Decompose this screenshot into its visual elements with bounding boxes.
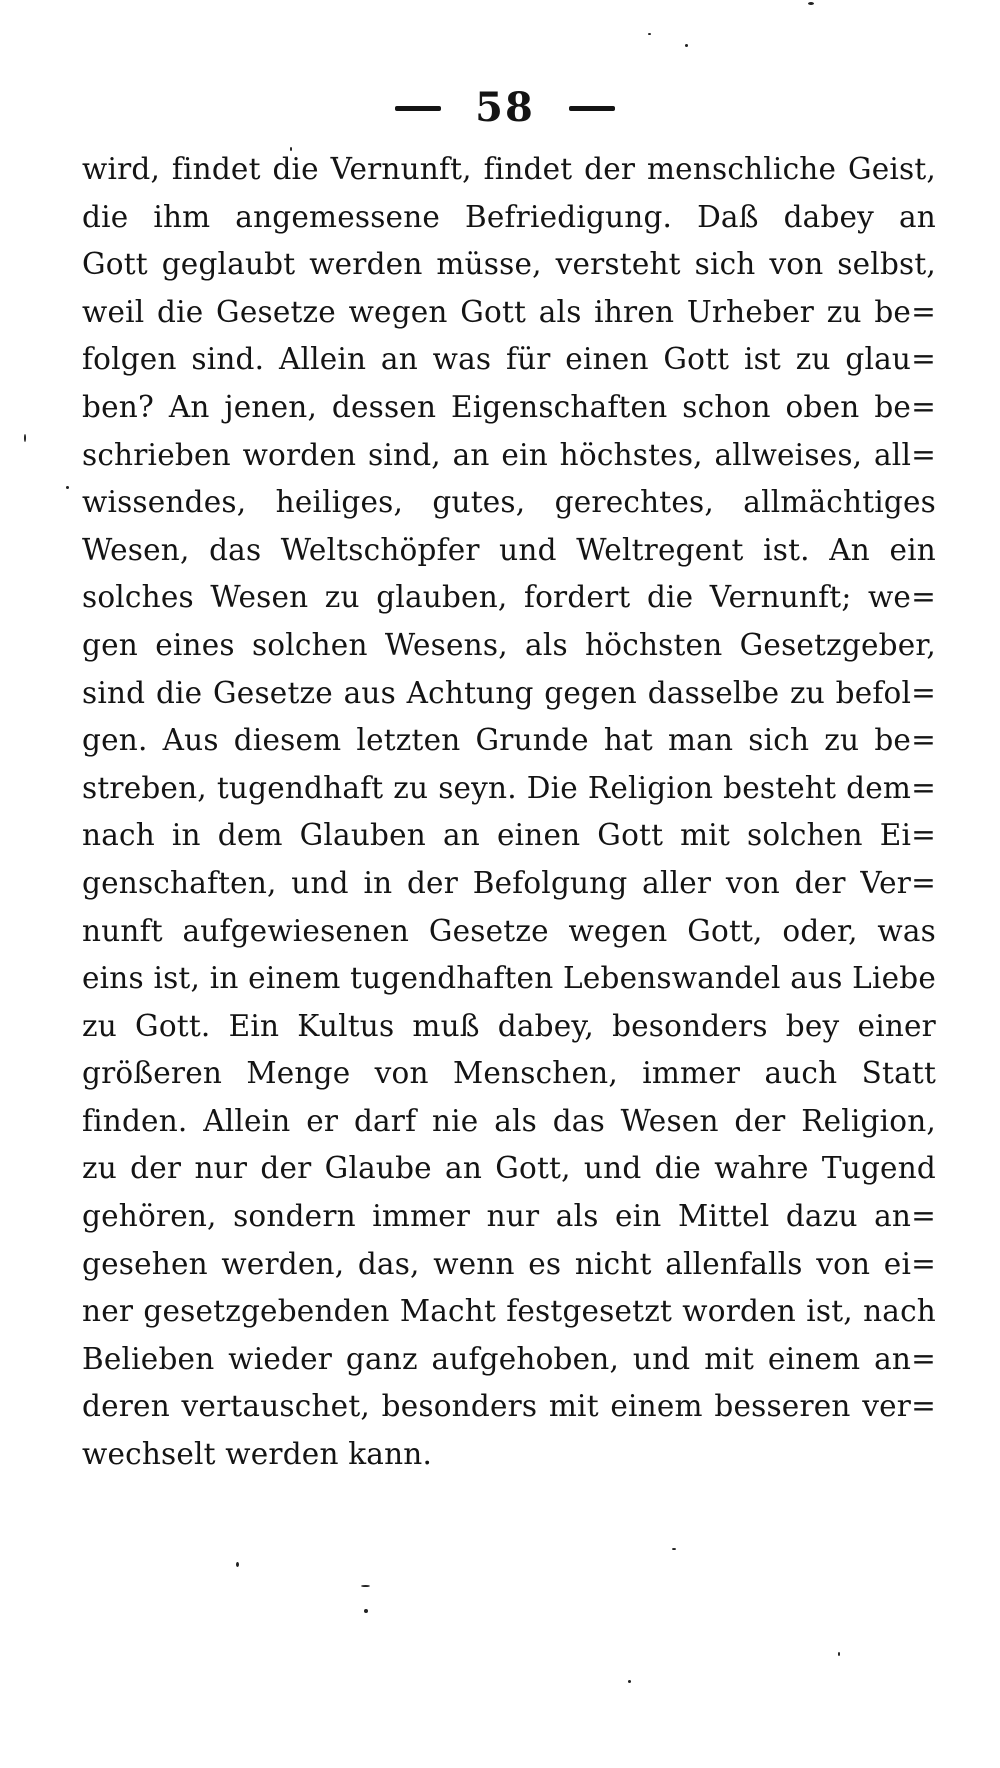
running-header bbox=[0, 84, 1000, 131]
text-line: weil die Gesetze wegen Gott als ihren Urheber zu be= bbox=[82, 294, 936, 329]
scan-speck bbox=[648, 33, 651, 35]
scan-speck bbox=[361, 1585, 370, 1587]
text-line: schrieben worden sind, an ein höchstes, allweises, all= bbox=[82, 437, 936, 472]
text-line: Wesen, das Weltschöpfer und Weltregent ist. An ein bbox=[82, 532, 936, 567]
scan-speck bbox=[364, 1609, 368, 1613]
text-line: zu der nur der Glaube an Gott, und die wahre Tugend bbox=[82, 1151, 936, 1186]
text-line: gen. Aus diesem letzten Grunde hat man sich zu be= bbox=[82, 723, 936, 758]
scan-speck bbox=[66, 486, 69, 489]
text-line: die ihm angemessene Befriedigung. Daß dabey an bbox=[82, 199, 936, 234]
page-number: 58 bbox=[475, 84, 535, 131]
text-line: folgen sind. Allein an was für einen Gott ist zu glau= bbox=[82, 342, 936, 377]
text-line: solches Wesen zu glauben, fordert die Vernunft; we= bbox=[82, 580, 936, 615]
scan-speck bbox=[290, 147, 292, 151]
scan-speck bbox=[236, 1562, 239, 1567]
text-line: zu Gott. Ein Kultus muß dabey, besonders bey einer bbox=[82, 1008, 936, 1043]
body-text bbox=[82, 146, 936, 1479]
text-line: genschaften, und in der Befolgung aller von der Ver= bbox=[82, 865, 936, 900]
text-line: Gott geglaubt werden müsse, versteht sich von selbst, bbox=[82, 247, 936, 282]
text-line: deren vertauschet, besonders mit einem besseren ver= bbox=[82, 1389, 936, 1424]
text-line: größeren Menge von Menschen, immer auch Statt bbox=[82, 1056, 936, 1091]
scan-speck bbox=[808, 2, 814, 5]
text-line: gesehen werden, das, wenn es nicht allenfalls von ei= bbox=[82, 1246, 936, 1281]
text-line: nunft aufgewiesenen Gesetze wegen Gott, oder, was bbox=[82, 913, 936, 948]
text-line: nach in dem Glauben an einen Gott mit solchen Ei= bbox=[82, 818, 936, 853]
text-line: sind die Gesetze aus Achtung gegen dasselbe zu befol= bbox=[82, 675, 936, 710]
text-line: ner gesetzgebenden Macht festgesetzt worden ist, nach bbox=[82, 1294, 936, 1329]
scan-speck bbox=[24, 434, 26, 442]
text-line: wird, findet die Vernunft, findet der menschliche Geist, bbox=[82, 152, 936, 186]
scan-speck bbox=[685, 44, 688, 47]
text-line: gen eines solchen Wesens, als höchsten Gesetzgeber, bbox=[82, 627, 936, 662]
scan-speck bbox=[628, 1680, 631, 1683]
text-line: Belieben wieder ganz aufgehoben, und mit einem an= bbox=[82, 1341, 936, 1376]
text-line-final: wechselt werden kann. bbox=[82, 1437, 433, 1472]
text-line: eins ist, in einem tugendhaften Lebenswandel aus Liebe bbox=[82, 961, 936, 996]
text-line: streben, tugendhaft zu seyn. Die Religion besteht dem= bbox=[82, 770, 936, 805]
right-header-rule bbox=[569, 106, 615, 111]
scan-speck bbox=[672, 1548, 676, 1550]
text-line: wissendes, heiliges, gutes, gerechtes, allmächtiges bbox=[82, 485, 936, 520]
text-line: ben? An jenen, dessen Eigenschaften schon oben be= bbox=[82, 389, 936, 424]
left-header-rule bbox=[395, 106, 441, 111]
text-line: gehören, sondern immer nur als ein Mittel dazu an= bbox=[82, 1199, 936, 1234]
text-line: finden. Allein er darf nie als das Wesen der Religion, bbox=[82, 1103, 936, 1138]
scan-speck bbox=[838, 1652, 840, 1656]
